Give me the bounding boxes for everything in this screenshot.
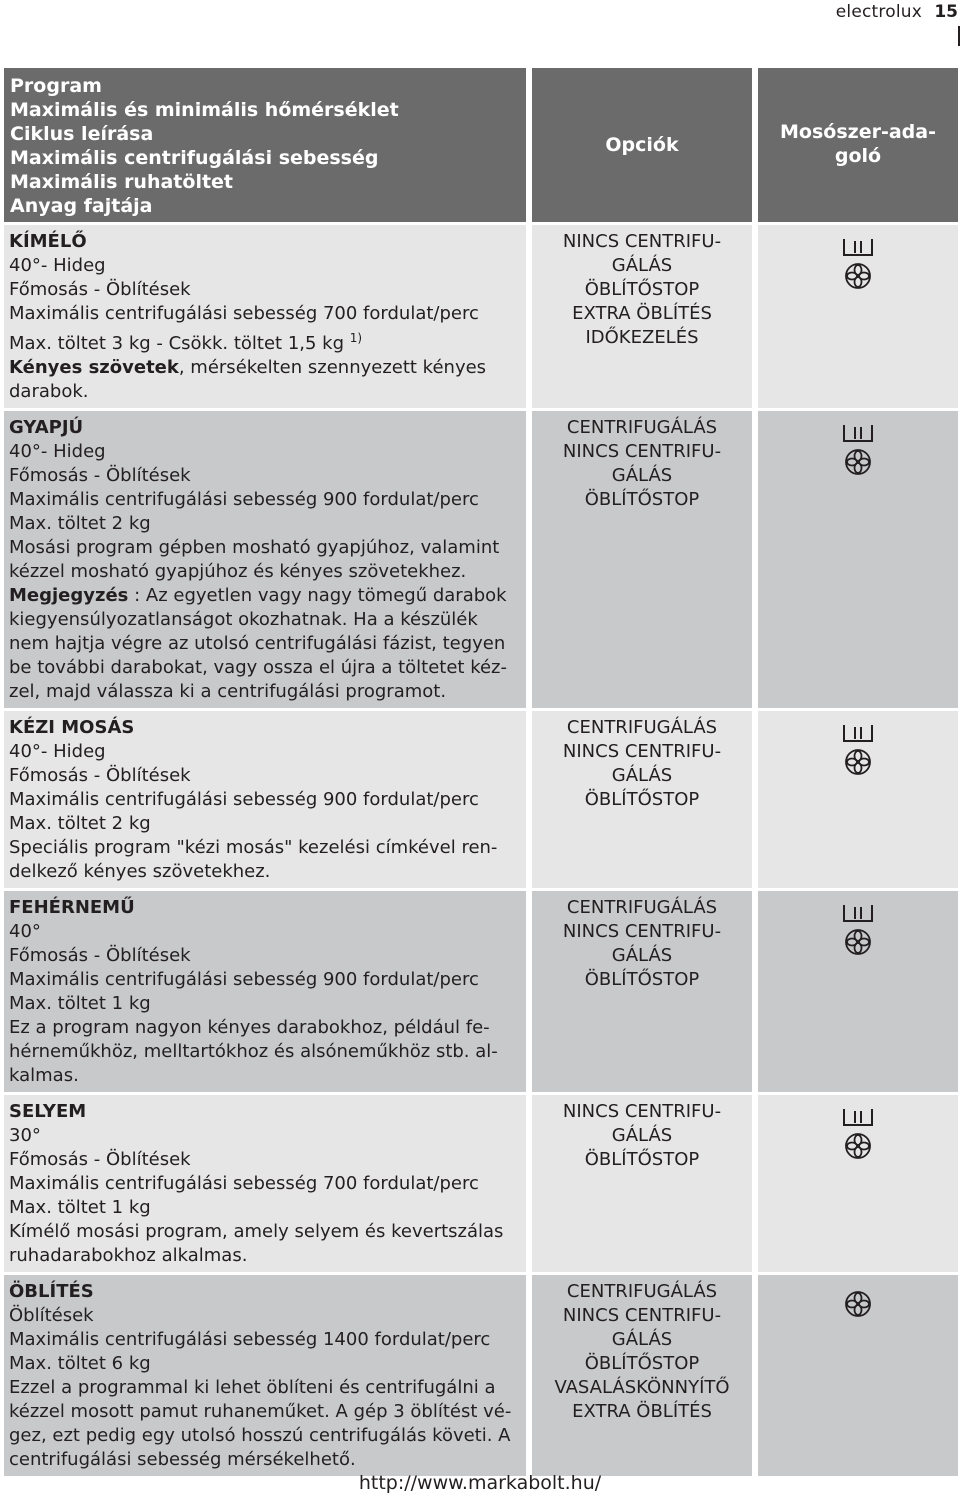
header-line: Program <box>10 75 102 97</box>
temperature: 40° <box>9 921 41 942</box>
detergent-cell <box>758 1092 958 1272</box>
page-header <box>760 0 960 26</box>
max-load: Max. töltet 2 kg <box>9 813 151 834</box>
spin-speed: Maximális centrifugálási sebesség 1400 fordulat/perc <box>9 1329 491 1350</box>
header-line: Maximális centrifugálási sebesség <box>10 147 379 169</box>
option-item: ÖBLÍTŐSTOP <box>584 1149 700 1170</box>
table-row <box>4 222 958 408</box>
program-options <box>532 888 758 1092</box>
program-description <box>4 408 532 708</box>
program-text: hérneműkhöz, melltartókhoz és alsóneműkhöz stb. al- <box>9 1041 498 1062</box>
detergent-cell <box>758 1272 958 1476</box>
option-item: NINCS CENTRIFU- <box>562 1305 722 1326</box>
option-item: IDŐKEZELÉS <box>585 327 699 348</box>
fabric-softener-flower-icon <box>843 927 873 957</box>
fabric-softener-flower-icon <box>843 1289 873 1319</box>
program-name: SELYEM <box>9 1101 87 1122</box>
fabric-bold: Kényes szövetek <box>9 357 179 378</box>
program-name: KÍMÉLŐ <box>9 231 87 252</box>
note-text: nem hajtja végre az utolsó centrifugálási fázist, tegyen <box>9 633 506 654</box>
option-item: NINCS CENTRIFU- <box>562 921 722 942</box>
compartment-II-icon <box>841 901 875 925</box>
max-load: Max. töltet 6 kg <box>9 1353 151 1374</box>
spin-speed: Maximális centrifugálási sebesség 700 fordulat/perc <box>9 303 479 324</box>
cycle: Főmosás - Öblítések <box>9 465 191 486</box>
note-text: be további darabokat, vagy ossza el újra a töltetet kéz- <box>9 657 507 678</box>
header-detergent <box>758 68 958 222</box>
cycle: Főmosás - Öblítések <box>9 765 191 786</box>
option-item: VASALÁSKÖNNYÍTŐ <box>554 1377 730 1398</box>
program-description <box>4 1092 532 1272</box>
brand-name: electrolux <box>835 2 922 22</box>
temperature: 30° <box>9 1125 41 1146</box>
option-item: EXTRA ÖBLÍTÉS <box>572 303 712 324</box>
option-item: GÁLÁS <box>611 1125 673 1146</box>
option-item: NINCS CENTRIFU- <box>562 1101 722 1122</box>
note-label: Megjegyzés <box>9 585 129 606</box>
table-row <box>4 888 958 1092</box>
fabric-softener-flower-icon <box>843 747 873 777</box>
fabric-type-cont: darabok. <box>9 381 89 402</box>
program-options <box>532 1092 758 1272</box>
program-text: Speciális program "kézi mosás" kezelési címkével ren- <box>9 837 498 858</box>
note: Megjegyzés : Az egyetlen vagy nagy tömegű darabok <box>9 585 507 606</box>
program-name: KÉZI MOSÁS <box>9 717 135 738</box>
program-text: Mosási program gépben mosható gyapjúhoz, valamint <box>9 537 500 558</box>
option-item: ÖBLÍTŐSTOP <box>584 969 700 990</box>
program-options <box>532 1272 758 1476</box>
cycle: Öblítések <box>9 1305 94 1326</box>
program-text: kalmas. <box>9 1065 79 1086</box>
option-item: GÁLÁS <box>611 255 673 276</box>
option-item: CENTRIFUGÁLÁS <box>566 1281 718 1302</box>
program-name: ÖBLÍTÉS <box>9 1281 94 1302</box>
option-item: CENTRIFUGÁLÁS <box>566 897 718 918</box>
program-text: ruhadarabokhoz alkalmas. <box>9 1245 248 1266</box>
option-item: ÖBLÍTŐSTOP <box>584 1353 700 1374</box>
header-options <box>532 68 758 222</box>
header-program <box>4 68 532 222</box>
program-name: GYAPJÚ <box>9 417 84 438</box>
program-name: FEHÉRNEMŰ <box>9 897 135 918</box>
compartment-II-icon <box>841 721 875 745</box>
option-item: GÁLÁS <box>611 945 673 966</box>
program-options <box>532 708 758 888</box>
max-load: Max. töltet 3 kg - Csökk. töltet 1,5 kg $^{1)}$ <box>9 331 363 354</box>
program-description <box>4 888 532 1092</box>
max-load: Max. töltet 1 kg <box>9 1197 151 1218</box>
temperature: 40°- Hideg <box>9 441 106 462</box>
program-text: delkező kényes szövetekhez. <box>9 861 271 882</box>
program-table <box>4 68 958 1476</box>
option-item: GÁLÁS <box>611 1329 673 1350</box>
note-text: zel, majd válassza ki a centrifugálási programot. <box>9 681 447 702</box>
option-item: CENTRIFUGÁLÁS <box>566 417 718 438</box>
option-item: ÖBLÍTŐSTOP <box>584 279 700 300</box>
table-row <box>4 408 958 708</box>
detergent-cell <box>758 888 958 1092</box>
program-description <box>4 1272 532 1476</box>
option-item: GÁLÁS <box>611 465 673 486</box>
fabric-softener-flower-icon <box>843 447 873 477</box>
option-item: NINCS CENTRIFU- <box>562 741 722 762</box>
page-number: 15 <box>934 2 958 22</box>
program-text: Ezzel a programmal ki lehet öblíteni és centrifugálni a <box>9 1377 496 1398</box>
spin-speed: Maximális centrifugálási sebesség 700 fordulat/perc <box>9 1173 479 1194</box>
spin-speed: Maximális centrifugálási sebesség 900 fordulat/perc <box>9 489 479 510</box>
program-description <box>4 708 532 888</box>
detergent-cell <box>758 222 958 408</box>
program-options <box>532 408 758 708</box>
header-options-label: Opciók <box>605 134 679 156</box>
program-options <box>532 222 758 408</box>
option-item: CENTRIFUGÁLÁS <box>566 717 718 738</box>
option-item: ÖBLÍTŐSTOP <box>584 789 700 810</box>
compartment-II-icon <box>841 235 875 259</box>
header-line: Ciklus leírása <box>10 123 154 145</box>
table-row <box>4 708 958 888</box>
max-load: Max. töltet 1 kg <box>9 993 151 1014</box>
fabric-softener-flower-icon <box>843 261 873 291</box>
option-item: NINCS CENTRIFU- <box>562 231 722 252</box>
compartment-II-icon <box>841 421 875 445</box>
header-detergent-line: goló <box>834 145 882 167</box>
detergent-cell <box>758 708 958 888</box>
header-line: Maximális és minimális hőmérséklet <box>10 99 399 121</box>
header-line: Maximális ruhatöltet <box>10 171 234 193</box>
compartment-II-icon <box>841 1105 875 1129</box>
temperature: 40°- Hideg <box>9 255 106 276</box>
footnote-mark: 1) <box>349 331 363 345</box>
option-item: NINCS CENTRIFU- <box>562 441 722 462</box>
temperature: 40°- Hideg <box>9 741 106 762</box>
program-text: centrifugálási sebesség mérsékelhető. <box>9 1449 356 1470</box>
note-text: kiegyensúlyozatlanságot okozhatnak. Ha a készülék <box>9 609 478 630</box>
program-text: Kímélő mosási program, amely selyem és kevertszálas <box>9 1221 504 1242</box>
option-item: EXTRA ÖBLÍTÉS <box>572 1401 712 1422</box>
table-row <box>4 1092 958 1272</box>
detergent-cell <box>758 408 958 708</box>
option-item: ÖBLÍTŐSTOP <box>584 489 700 510</box>
max-load: Max. töltet 2 kg <box>9 513 151 534</box>
fabric-softener-flower-icon <box>843 1131 873 1161</box>
program-text: kézzel mosható gyapjúhoz és kényes szövetekhez. <box>9 561 467 582</box>
header-line: Anyag fajtája <box>10 195 153 217</box>
footer-url[interactable]: http://www.markabolt.hu/ <box>358 1472 602 1494</box>
option-item: GÁLÁS <box>611 765 673 786</box>
fabric-type: Kényes szövetek, mérsékelten szennyezett kényes <box>9 357 487 378</box>
spin-speed: Maximális centrifugálási sebesség 900 fordulat/perc <box>9 789 479 810</box>
program-text: Ez a program nagyon kényes darabokhoz, például fe- <box>9 1017 490 1038</box>
table-row <box>4 1272 958 1476</box>
cycle: Főmosás - Öblítések <box>9 279 191 300</box>
program-description <box>4 222 532 408</box>
cycle: Főmosás - Öblítések <box>9 1149 191 1170</box>
cycle: Főmosás - Öblítések <box>9 945 191 966</box>
header-detergent-line: Mosószer-ada- <box>780 121 936 143</box>
spin-speed: Maximális centrifugálási sebesség 900 fordulat/perc <box>9 969 479 990</box>
program-text: gez, ezt pedig egy utolsó hosszú centrifugálás követi. A <box>9 1425 511 1446</box>
program-text: kézzel mosott pamut ruhaneműket. A gép 3 öblítést vé- <box>9 1401 512 1422</box>
